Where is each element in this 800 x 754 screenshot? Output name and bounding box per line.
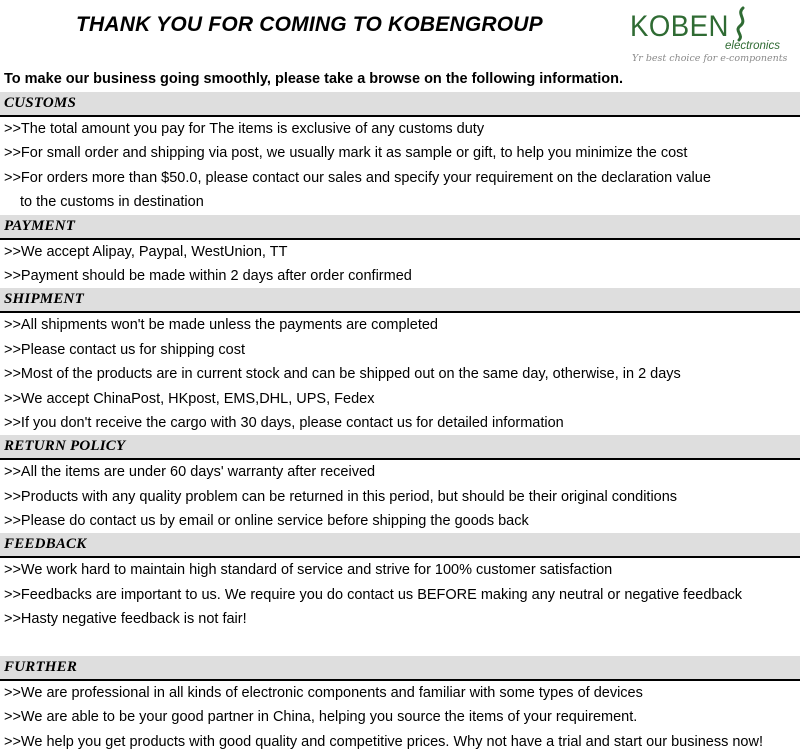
list-item: >>We are professional in all kinds of electronic components and familiar with some types of devices — [4, 685, 643, 702]
list-item: >>We accept ChinaPost, HKpost, EMS,DHL, UPS, Fedex — [4, 390, 375, 407]
section-header-return-policy — [0, 435, 800, 460]
list-item: >>If you don't receive the cargo with 30 days, please contact us for detailed information — [4, 414, 564, 431]
list-item: >>We work hard to maintain high standard of service and strive for 100% customer satisfaction — [4, 562, 613, 579]
list-item: >>For small order and shipping via post, we usually mark it as sample or gift, to help you minimize the cost — [4, 145, 688, 162]
header — [0, 0, 800, 68]
list-item: >>Payment should be made within 2 days after order confirmed — [4, 267, 412, 284]
list-item: >>Please do contact us by email or online service before shipping the goods back — [4, 513, 529, 530]
section-header-customs — [0, 92, 800, 117]
koben-logo — [628, 6, 800, 66]
list-item: >>All shipments won't be made unless the payments are completed — [4, 317, 438, 334]
info-sections — [0, 92, 800, 754]
list-item: >>All the items are under 60 days' warranty after received — [4, 464, 376, 481]
logo-swirl-icon — [730, 6, 752, 42]
intro-text: To make our business going smoothly, please take a browse on the following information. — [4, 71, 624, 87]
list-item: >>Hasty negative feedback is not fair! — [4, 611, 247, 628]
section-title: FEEDBACK — [4, 536, 87, 553]
page-title: THANK YOU FOR COMING TO KOBENGROUP — [76, 13, 543, 36]
list-item: >>We are able to be your good partner in China, helping you source the items of your requirement. — [4, 709, 638, 726]
section-title: FURTHER — [4, 659, 78, 676]
list-item: >>For orders more than $50.0, please contact our sales and specify your requirement on the declaration value — [4, 169, 711, 186]
section-spacer — [0, 632, 800, 656]
logo-main-text: KOBEN — [630, 10, 729, 43]
section-title: RETURN POLICY — [4, 438, 126, 455]
logo-tagline: Yr best choice for e-components — [632, 53, 788, 64]
section-header-payment — [0, 215, 800, 240]
list-item: >>We help you get products with good quality and competitive prices. Why not have a trial and start our business now! — [4, 733, 763, 750]
list-item: >>Please contact us for shipping cost — [4, 341, 246, 358]
list-item: >>Products with any quality problem can be returned in this period, but should be their original conditions — [4, 488, 678, 505]
section-header-shipment — [0, 288, 800, 313]
section-title: PAYMENT — [4, 217, 76, 234]
list-item: >>The total amount you pay for The items is exclusive of any customs duty — [4, 121, 485, 137]
section-header-feedback — [0, 533, 800, 558]
section-header-further — [0, 656, 800, 681]
section-title: CUSTOMS — [4, 95, 76, 111]
list-item: >>Feedbacks are important to us. We require you do contact us BEFORE making any neutral or negative feedback — [4, 586, 743, 603]
list-item: >>We accept Alipay, Paypal, WestUnion, TT — [4, 243, 288, 260]
section-title: SHIPMENT — [4, 291, 84, 308]
list-item: >>Most of the products are in current stock and can be shipped out on the same day, otherwise, in 2 days — [4, 366, 681, 383]
list-item: to the customs in destination — [20, 194, 204, 211]
logo-sub-text: electronics — [725, 40, 780, 52]
